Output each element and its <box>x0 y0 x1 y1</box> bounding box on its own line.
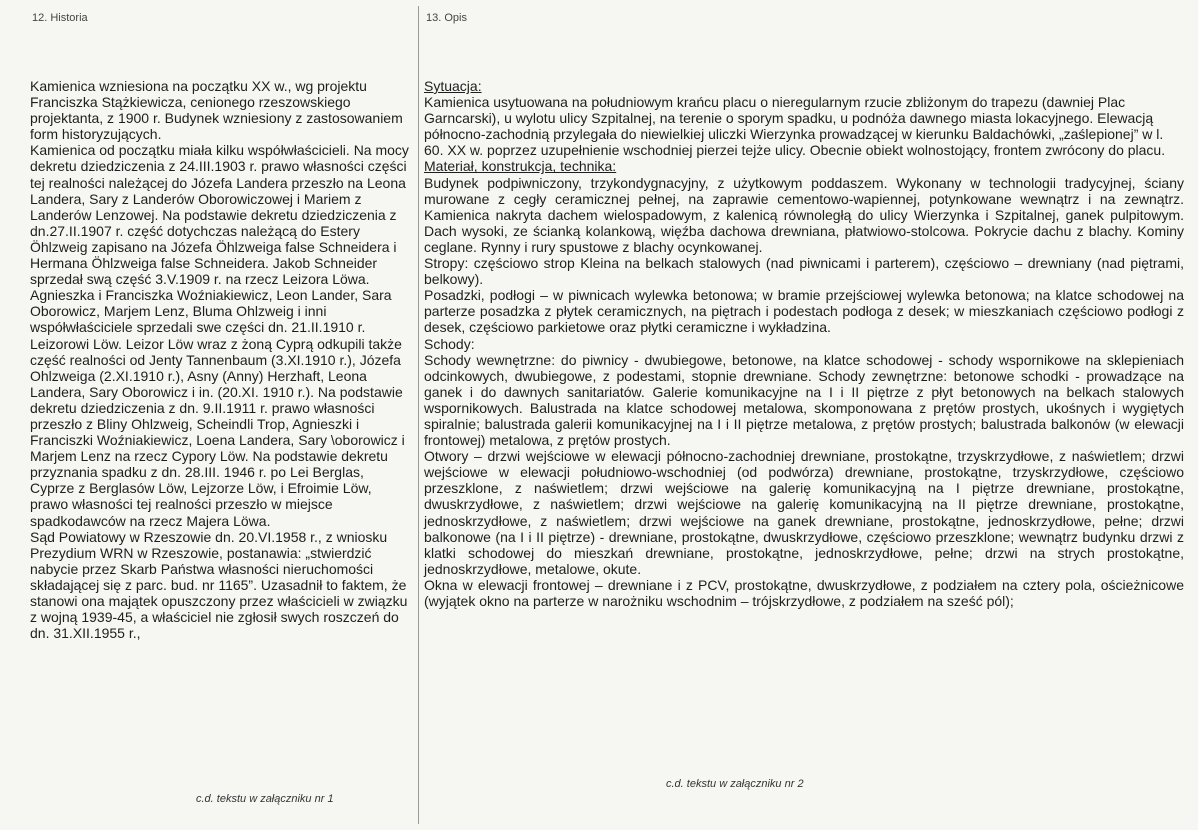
opis-paragraph-stropy: Stropy: częściowo strop Kleina na belkach stalowych (nad piwnicami i parterem), częściowo – drewniany (nad piętrami, belkowy). <box>424 255 1184 288</box>
opis-continuation-note: c.d. tekstu w załączniku nr 2 <box>666 778 804 790</box>
opis-paragraph-schody: Schody wewnętrzne: do piwnicy - dwubiegowe, betonowe, na klatce schodowej - schody wspornikowe na sklepieniach odcinkowych, dwubiegowe, z podestami, stopnie drewniane. Schody zewnętrzne: betonowe schodki - prowadzące na ganek i do dawnych sanitariatów. Galerie komunikacyjne na I i II piętrze z płyt betonowych na belkach stalowych wspornikowych. Balustrada na klatce schodowej metalowa, skomponowana z prętów prostych, ukośnych i wygiętych spiralnie; balustrada galerii komunikacyjnej na I i II piętrze metalowa, z prętów prostych; balustrada balkonów (w elewacji frontowej) metalowa, z prętów prostych. <box>424 351 1184 449</box>
right-column-opis <box>420 0 1198 830</box>
historia-paragraph-3: Sąd Powiatowy w Rzeszowie dn. 20.VI.1958 r., z wniosku Prezydium WRN w Rzeszowie, postanawia: „stwierdzić nabycie przez Skarb Państwa własności nieruchomości składającej się z parc. bud. nr 1165”. Uzasadnił to faktem, że stanowi ona majątek opuszczony przez właścicieli w związku z wojną 1939-45, a właściciel nie zgłosił swych roszczeń do dn. 31.XII.1955 r., <box>30 528 408 642</box>
heading-sytuacja: Sytuacja: <box>424 78 482 94</box>
column-divider <box>418 6 419 824</box>
sytuacja-paragraph: Kamienica usytuowana na południowym krańcu placu o nieregularnym rzucie zbliżonym do trapezu (dawniej Plac Garncarski), u wylotu ulicy Szpitalnej, na terenie o sporym spadku, u podnóża dawnego miasta lokacyjnego. Elewacją północno-zachodnią przylegała do niewielkiej uliczki Wierzynka prowadzącej w kierunku Baldachówki, „zaślepionej” w l. 60. XX w. poprzez uzupełnienie wschodniej pierzei tejże ulicy. Obecnie obiekt wolnostojący, frontem zwrócony do placu. <box>424 94 1166 159</box>
opis-paragraph-posadzki: Posadzki, podłogi – w piwnicach wylewka betonowa; w bramie przejściowej wylewka betonowa; na klatce schodowej na parterze posadzka z płytek ceramicznych, na piętrach i podestach podłoga z desek; w mieszkaniach częściowo podłogi z desek, częściowo parkietowe oraz płytki ceramiczne i wykładzina. <box>424 287 1184 336</box>
historia-paragraph-2: Kamienica od początku miała kilku współwłaścicieli. Na mocy dekretu dziedziczenia z 24.III.1903 r. prawo własności części tej realności należącej do Józefa Landera przeszło na Leona Landera, Sary z Landerów Oborowiczowej i Mariem z Landerów Lenzowej. Na podstawie dekretu dziedziczenia z dn.27.II.1907 r. część dotychczas należącą do Estery Öhlzweig zapisano na Józefa Öhlzweiga false Schneidera i Hermana Öhlzweiga false Schneidera. Jakob Schneider sprzedał swą część 3.V.1909 r. na rzecz Leizora Löwa. Agnieszka i Franciszka Woźniakiewicz, Leon Lander, Sara Oborowicz, Marjem Lenz, Bluma Ohlzweig i inni współwłaściciele sprzedali swe części dn. 21.II.1910 r. Leizorowi Löw. Leizor Löw wraz z żoną Cyprą odkupili także część realności od Jenty Tannenbaum (3.XI.1910 r.), Józefa Ohlzweiga (2.XI.1910 r.), Asny (Anny) Herzhaft, Leona Landera, Sary Oborowicz i in. (20.XI. 1910 r.). Na podstawie dekretu dziedziczenia z dn. 9.II.1911 r. prawo własności przeszło z Bliny Ohlzweig, Scheindli Trop, Agnieszki i Franciszki Woźniakiewicz, Loena Landera, Sary \oborowicz i Marjem Lenz na rzecz Cypory Löw. Na podstawie dekretu przyznania spadku z dn. 28.III. 1946 r. po Lei Berglas, Cyprze z Berglasów Löw, Lejzorze Löw, i Efroimie Löw, prawo własności tej realności przeszło w miejsce spadkodawców na rzecz Majera Löwa. <box>30 142 409 529</box>
opis-paragraph-okna: Okna w elewacji frontowej – drewniane i z PCV, prostokątne, dwuskrzydłowe, z podziałem na cztery pola, ościeżnicowe (wyjątek okno na parterze w narożniku wschodnim – trójskrzydłowe, z podziałem na sześć pól); <box>424 576 1184 609</box>
opis-paragraph-otwory: Otwory – drzwi wejściowe w elewacji północno-zachodniej drewniane, prostokątne, trzyskrzydłowe, z naświetlem; drzwi wejściowe w elewacji południowo-wschodniej (od podwórza) drewniane, prostokątne, trzyskrzydłowe, częściowo przeszklone, z naświetlem; drzwi wejściowe na galerię komunikacyjną na I piętrze drewniane, prostokątne, dwuskrzydłowe, z naświetlem; drzwi wejściowe na galerię komunikacyjną na II piętrze drewniane, prostokątne, jednoskrzydłowe, z naświetlem; drzwi wejściowe na ganek drewniane, prostokątne, jednoskrzydłowe, pełne; drzwi balkonowe (na I i II piętrze) - drewniane, prostokątne, dwuskrzydłowe, częściowo przeszklone; wewnątrz budynku drzwi z klatki schodowej do mieszkań drewniane, prostokątne, jednoskrzydłowe, pełne; drzwi na strych prostokątne, jednoskrzydłowe, metalowe, okute. <box>424 448 1184 577</box>
historia-text <box>30 78 412 641</box>
opis-heading-schody: Schody: <box>424 335 475 352</box>
historia-continuation-note: c.d. tekstu w załączniku nr 1 <box>196 793 334 805</box>
left-column-historia <box>0 0 420 830</box>
historia-paragraph-1: Kamienica wzniesiona na początku XX w., wg projektu Franciszka Stążkiewicza, cenionego rzeszowskiego projektanta, z 1900 r. Budynek wzniesiony z zastosowaniem form historyzujących. <box>30 78 403 143</box>
section-header-opis: 13. Opis <box>426 12 467 24</box>
heading-material: Materiał, konstrukcja, technika: <box>424 158 617 175</box>
opis-paragraph-budynek: Budynek podpiwniczony, trzykondygnacyjny, z użytkowym poddaszem. Wykonany w technologii tradycyjnej, ściany murowane z cegły ceramicznej pełnej, na zaprawie cementowo-wapiennej, potynkowane wewnątrz i na zewnątrz. Kamienica nakryta dachem wielospadowym, z kalenicą równoległą do ulicy Wierzynka i Szpitalnej, ganek pulpitowym. Dach wysoki, ze ścianką kolankową, więźba dachowa drewniana, płatwiowo-stolcowa. Pokrycie dachu z blachy. Kominy ceglane. Rynny i rury spustowe z blachy ocynkowanej. <box>424 174 1184 255</box>
section-header-historia: 12. Historia <box>32 12 88 24</box>
opis-text <box>424 78 1184 609</box>
